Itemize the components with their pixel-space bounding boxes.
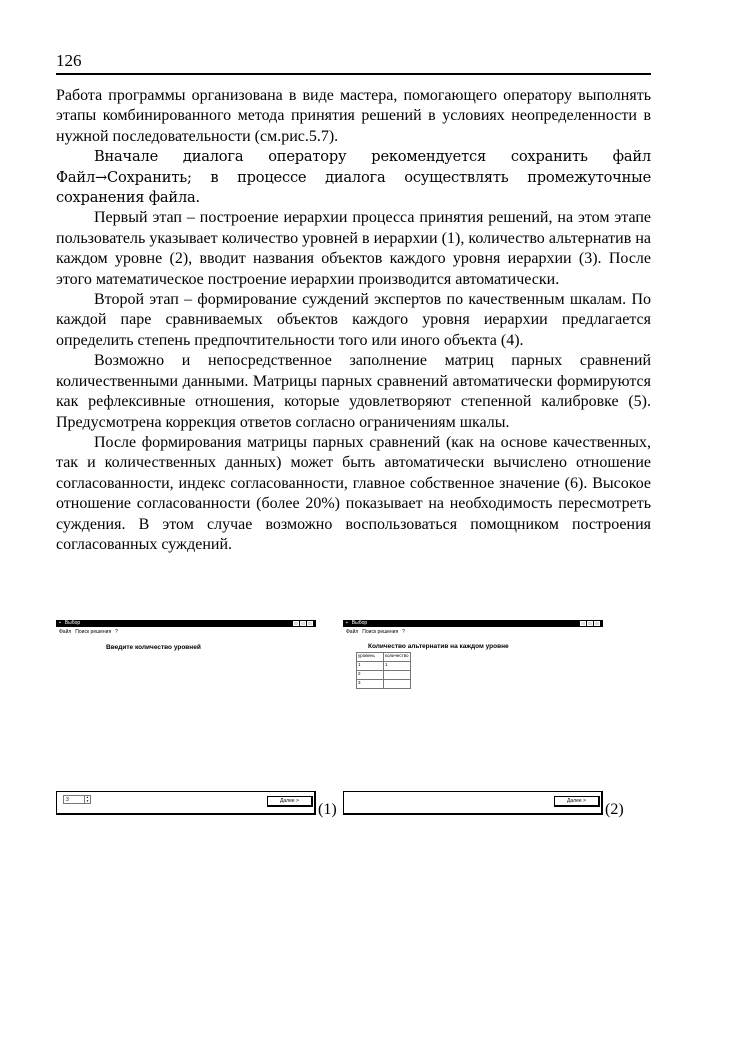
table-row <box>357 662 411 671</box>
maximize-icon[interactable] <box>300 621 306 626</box>
screenshot-2-bottom-bar <box>343 791 603 815</box>
screenshot-2-window <box>343 620 603 810</box>
screenshot-1-window <box>56 620 316 810</box>
close-icon[interactable] <box>594 621 600 626</box>
next-button[interactable]: Далее > <box>554 796 600 807</box>
menu-find-solution[interactable]: Поиск решения <box>362 629 399 635</box>
body-text <box>56 86 651 555</box>
column-header-count: количество <box>384 653 411 662</box>
prompt-heading: Количество альтернатив на каждом уровне <box>368 643 509 650</box>
title-bar <box>56 620 316 627</box>
paragraph: Второй этап – формирование суждений экспертов по качественным шкалам. По каждой паре сравниваемых объектов каждого уровня иерархии предлагается определить степень предпочтительности того или иного объекта (4). <box>56 291 651 349</box>
figure-label-2: (2) <box>605 801 624 818</box>
app-icon: ▪ <box>346 620 348 626</box>
menu-bar <box>59 629 118 635</box>
menu-find-solution[interactable]: Поиск решения <box>75 629 112 635</box>
title-bar <box>343 620 603 627</box>
spin-arrows-icon[interactable]: ▲ ▼ <box>86 795 89 803</box>
paragraph: Вначале диалога оператору рекомендуется сохранить файл Файл→Сохранить; в процессе диалога осуществлять промежуточные сохранения файла. <box>56 148 651 207</box>
close-icon[interactable] <box>307 621 313 626</box>
cell-level: 2 <box>357 671 384 680</box>
table-row <box>357 671 411 680</box>
menu-help[interactable]: ? <box>402 629 405 635</box>
paragraph: Возможно и непосредственное заполнение матриц парных сравнений количественными данными. Матрицы парных сравнений автоматически формируются как рефлексивные отношения, которые удовлетворяют степенной калибровке (5). Предусмотрена коррекция ответов согласно ограничениям шкалы. <box>56 352 651 431</box>
minimize-icon[interactable] <box>293 621 299 626</box>
window-title: Выбор <box>351 620 368 626</box>
paragraph: Работа программы организована в виде мастера, помогающего оператору выполнять этапы комбинированного метода принятия решений в условиях неопределенности в нужной последовательности (см.рис.5.7). <box>56 87 651 145</box>
cell-level: 3 <box>357 680 384 689</box>
window-title: Выбор <box>64 620 81 626</box>
paragraph: После формирования матрицы парных сравнений (как на основе качественных, так и количественных данных) может быть автоматически вычислено отношение согласованности, индекс согласованности, главное собственное значение (6). Высокое отношение согласованности (более 20%) показывает на необходимость пересмотреть суждения. В этом случае возможно воспользоваться помощником построения согласованных суждений. <box>56 433 651 553</box>
cell-count[interactable] <box>384 671 411 680</box>
cell-count[interactable]: 1 <box>384 662 411 671</box>
paragraph: Первый этап – построение иерархии процесса принятия решений, на этом этапе пользователь указывает количество уровней в иерархии (1), количество альтернатив на каждом уровне (2), вводит названия объектов каждого уровня иерархии (3). После этого математическое построение иерархии производится автоматически. <box>56 209 651 288</box>
screenshot-1-bottom-bar <box>56 791 316 815</box>
menu-help[interactable]: ? <box>115 629 118 635</box>
header-rule <box>56 73 651 75</box>
app-icon: ▪ <box>59 620 61 626</box>
cell-level: 1 <box>357 662 384 671</box>
menu-file[interactable]: Файл <box>59 629 72 635</box>
page-number: 126 <box>56 51 82 70</box>
table-row <box>357 680 411 689</box>
menu-bar <box>346 629 405 635</box>
menu-file[interactable]: Файл <box>346 629 359 635</box>
next-button[interactable]: Далее > <box>267 796 313 807</box>
maximize-icon[interactable] <box>587 621 593 626</box>
minimize-icon[interactable] <box>580 621 586 626</box>
column-header-level: уровень <box>357 653 384 662</box>
alternatives-table <box>356 652 411 689</box>
prompt-heading: Введите количество уровней <box>106 644 201 651</box>
levels-spin-input[interactable]: 3 ▲ ▼ <box>63 795 91 804</box>
cell-count[interactable] <box>384 680 411 689</box>
figure-label-1: (1) <box>318 801 337 818</box>
